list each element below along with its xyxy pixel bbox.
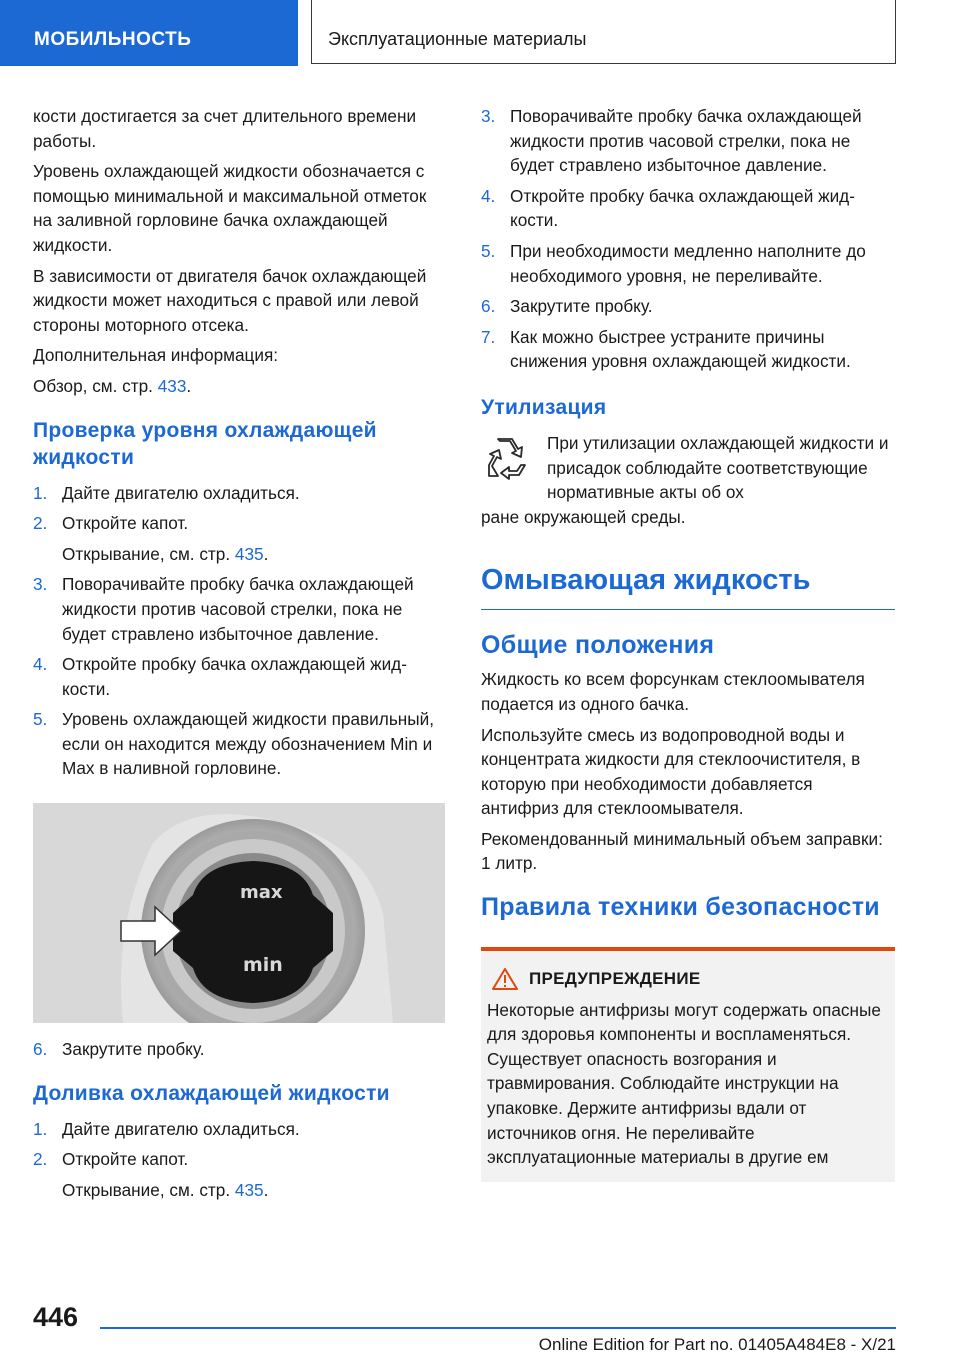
edition-text: Online Edition for Part no. 01405A484E8 - X/21 [538, 1335, 896, 1354]
warning-text: Некоторые антифризы могут содержать опасные для здоровья компоненты и воспламеняться. Существует опасность возгорания и травмирования. Соблюдайте инструкции на упаковке. Держите антифризы вдали от источников огня. Не переливайте эксплуатационные материалы в другие ем [487, 999, 881, 1168]
step-number: 4. [33, 654, 48, 675]
step-number: 3. [481, 106, 496, 126]
chapter-tab[interactable]: МОБИЛЬНОСТЬ [0, 0, 298, 66]
list-item [33, 1147, 445, 1202]
step-number: 2. [33, 1149, 48, 1170]
list-item [33, 1117, 445, 1142]
list-item [33, 707, 445, 781]
disposal-heading: Утилизация [481, 395, 607, 419]
max-mark: max [240, 882, 283, 904]
step-text: Закрутите пробку. [62, 1039, 205, 1060]
safety-heading: Правила техники безопасности [481, 893, 880, 922]
step-number: 1. [33, 482, 48, 503]
step-text: Как можно быстрее устраните причины снижения уровня охлаждающей жидкости. [510, 326, 851, 372]
step-number: 6. [481, 296, 496, 317]
general-paragraph: Используйте смесь из водопроводной воды и концентрата жидкости для стеклоочистителя, в которую при необходимости добавляется антифриз для стеклоомывателя. [481, 724, 861, 819]
reference-text: Открывание, см. стр. [62, 1179, 235, 1200]
intro-paragraph: Дополнительная информация: [33, 345, 279, 366]
warning-title: ПРЕДУПРЕЖДЕНИЕ [529, 969, 701, 989]
step-reference: Открывание, см. стр. 435. [62, 543, 269, 564]
reference-text: Открывание, см. стр. [62, 543, 235, 564]
step-number: 1. [33, 1118, 48, 1139]
list-item [481, 325, 895, 374]
recycle-icon [481, 435, 529, 483]
step-number: 7. [481, 326, 496, 347]
intro-paragraph: В зависимости от двигателя бачок охлаждающей жидкости может находиться с правой или левой стороны моторного отсека. [33, 265, 427, 335]
step-number: 6. [33, 1039, 48, 1060]
list-item [481, 294, 895, 319]
general-paragraph: Жидкость ко всем форсункам стеклоомывателя подается из одного бачка. [481, 669, 865, 714]
step-text: Поворачивайте пробку бачка охлаждающей жидкости против часовой стрелки, пока не будет стравлено избыточное давление. [510, 106, 862, 176]
top-up-heading: Доливка охлаждающей жидкости [33, 1081, 390, 1105]
check-level-heading: Проверка уровня охлаждающей жидкости [33, 418, 377, 469]
step-text: Поворачивайте пробку бачка охлаждающей жидкости против часовой стрелки, пока не будет стравлено избыточное давление. [62, 574, 414, 644]
reference-text: Обзор, см. стр. [33, 375, 158, 396]
step-number: 5. [481, 240, 496, 261]
page-number: 446 [33, 1302, 79, 1332]
list-item [481, 184, 895, 233]
right-column [481, 104, 895, 1182]
left-column [33, 104, 445, 1208]
coolant-cap-figure [33, 803, 445, 1023]
page-link-435[interactable]: 435 [234, 543, 264, 564]
check-steps-list-cont [33, 1037, 445, 1062]
list-item [33, 572, 445, 646]
step-reference: Открывание, см. стр. 435. [62, 1179, 269, 1200]
footer-divider [100, 1327, 896, 1329]
overview-reference: Обзор, см. стр. 433. [33, 375, 192, 396]
list-item [33, 652, 445, 701]
step-text: При необходимости медленно наполните до необходимого уровня, не переливайте. [510, 240, 866, 286]
warning-triangle-icon [491, 967, 519, 991]
step-text: Уровень охлаждающей жидкости правильный, если он находится между обозначением Min и Max в наливной горловине. [62, 709, 434, 779]
step-number: 2. [33, 513, 48, 534]
general-heading: Общие положения [481, 631, 715, 660]
step-number: 4. [481, 185, 496, 206]
min-mark: min [243, 954, 283, 977]
check-steps-list [33, 481, 445, 782]
step-number: 3. [33, 574, 48, 595]
page-link-435[interactable]: 435 [234, 1179, 264, 1200]
coolant-cap-illustration [33, 803, 445, 1023]
page-link-433[interactable]: 433 [157, 375, 187, 396]
intro-paragraph: кости достигается за счет длительного времени работы. [33, 106, 417, 151]
page-header [0, 0, 960, 66]
step-text: Откройте капот. [62, 1149, 189, 1170]
list-item [481, 104, 895, 178]
top-up-steps-list-cont [481, 104, 895, 374]
step-text: Дайте двигателю охладиться. [62, 482, 300, 503]
step-text: Дайте двигателю охладиться. [62, 1118, 300, 1139]
disposal-note [481, 431, 895, 505]
step-text: Откройте капот. [62, 513, 189, 534]
disposal-text-cont: ране окружающей среды. [481, 506, 686, 527]
list-item [481, 239, 895, 288]
page-footer [0, 1294, 960, 1362]
warning-box [481, 947, 895, 1182]
step-number: 5. [33, 709, 48, 730]
list-item [33, 481, 445, 506]
step-text: Закрутите пробку. [510, 296, 653, 317]
warning-header [487, 967, 889, 992]
intro-paragraph: Уровень охлаждающей жидкости обозначается с помощью минимальной и максимальной отметок на заливной горловине бачка охлаждающей жидкости. [33, 161, 427, 255]
top-up-steps-list [33, 1117, 445, 1203]
list-item [33, 511, 445, 566]
section-title: Эксплуатационные материалы [311, 0, 896, 64]
washer-fluid-heading: Омывающая жидкость [481, 563, 895, 610]
list-item [33, 1037, 445, 1062]
general-paragraph: Рекомендованный минимальный объем заправки: 1 литр. [481, 828, 883, 874]
step-text: Откройте пробку бачка охлаждающей жидкости. [62, 654, 407, 699]
step-text: Откройте пробку бачка охлаждающей жидкости. [510, 185, 855, 231]
disposal-text: При утилизации охлаждающей жидкости и присадок соблюдайте соответствующие нормативные акты об ох [547, 432, 889, 503]
